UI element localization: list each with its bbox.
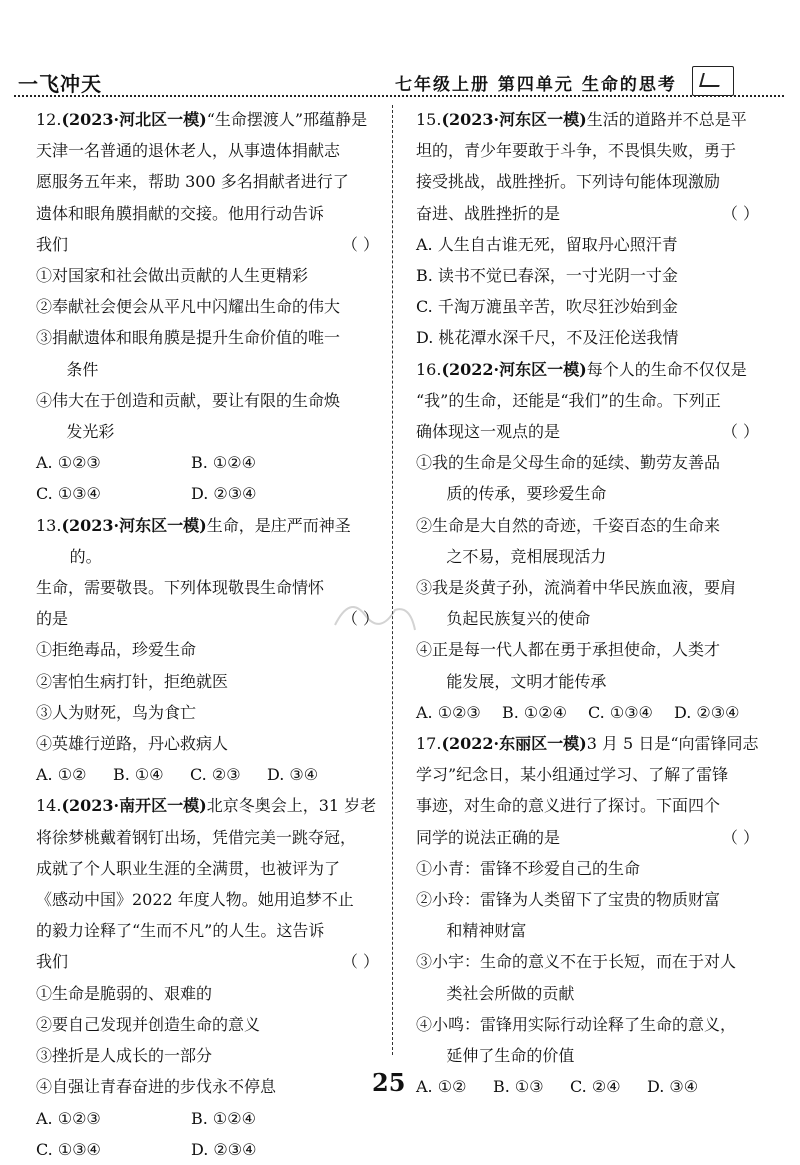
option-line: ④自强让青春奋进的步伐永不停息	[36, 1077, 277, 1097]
option-line: ③小宇：生命的意义不在于长短，而在于对人	[416, 952, 737, 972]
question-block	[36, 104, 381, 510]
answer-choice: D. ③④	[267, 765, 319, 785]
option-line: ②奉献社会便会从平凡中闪耀出生命的伟大	[36, 297, 341, 317]
question-stem-line: 将徐梦桃戴着钢钉出场，凭借完美一跳夺冠，	[36, 827, 357, 847]
answer-choice: C. ①③④	[36, 484, 101, 504]
option-line: 负起民族复兴的使命	[446, 609, 591, 629]
question-number: 14.	[36, 796, 62, 816]
option-line: ②小玲：雷锋为人类留下了宝贵的物质财富	[416, 890, 721, 910]
question-source: (2023·南开区一模)	[61, 796, 207, 816]
question-stem-line: “我”的生命，还能是“我们”的生命。下列正	[416, 390, 721, 410]
option-line: ③我是炎黄子孙，流淌着中华民族血液，要肩	[416, 578, 737, 598]
answer-choice: D. ②③④	[191, 484, 257, 504]
question-stem-line: 事迹，对生命的意义进行了探讨。下面四个	[416, 796, 721, 816]
question-stem-line: 12.(2023·河北区一模)“生命摆渡人”邢蕴静是	[36, 110, 368, 129]
question-stem-line: 生命，需要敬畏。下列体现敬畏生命情怀	[36, 578, 325, 598]
answer-choice: D. ②③④	[191, 1139, 257, 1159]
option-line: ②要自己发现并创造生命的意义	[36, 1014, 261, 1034]
answer-choice: B. ①②④	[191, 453, 256, 473]
option-line: ②生命是大自然的奇迹，千姿百态的生命来	[416, 515, 721, 535]
answer-choice: B. ①③	[493, 1077, 544, 1097]
answer-parenthesis: （ ）	[721, 422, 759, 442]
scribble-mark-icon	[330, 585, 420, 645]
question-stem-line: 我们 （ ）	[36, 229, 381, 260]
answer-choices-row	[36, 1134, 381, 1165]
header-divider	[14, 95, 784, 97]
option-line: A. 人生自古谁无死，留取丹心照汗青	[416, 234, 678, 254]
question-stem-line: 坦的，青少年要敢于斗争，不畏惧失败，勇于	[416, 141, 737, 161]
question-stem-line: 确体现这一观点的是 （ ）	[416, 416, 761, 447]
page-header-title: 七年级上册 第四单元 生命的思考	[395, 75, 677, 95]
answer-choice: D. ③④	[647, 1077, 699, 1097]
answer-choice: C. ①③④	[588, 702, 653, 722]
answer-choice: D. ②③④	[674, 702, 740, 722]
column-divider	[392, 105, 393, 1055]
answer-choices-row	[36, 478, 381, 509]
question-stem-line: 学习”纪念日，某小组通过学习、了解了雷锋	[416, 765, 729, 785]
question-block	[416, 354, 761, 728]
question-stem-line: 同学的说法正确的是 （ ）	[416, 822, 761, 853]
question-block	[36, 790, 381, 1164]
option-line: D. 桃花潭水深千尺，不及汪伦送我情	[416, 328, 679, 348]
option-line: ①我的生命是父母生命的延续、勤劳友善品	[416, 453, 721, 473]
answer-choice: C. ②③	[190, 765, 241, 785]
question-number: 12.	[36, 110, 62, 129]
right-column	[416, 104, 761, 1103]
question-stem-line: 天津一名普通的退休老人，从事遗体捐献志	[36, 141, 341, 161]
option-line: ①拒绝毒品，珍爱生命	[36, 640, 197, 660]
question-source: (2023·河东区一模)	[441, 110, 587, 129]
question-number: 17.	[416, 734, 442, 754]
answer-parenthesis: （ ）	[341, 234, 379, 254]
answer-choices-row	[36, 447, 381, 478]
option-line: ④英雄行逆路，丹心救病人	[36, 734, 229, 754]
answer-choice: C. ②④	[570, 1077, 621, 1097]
question-source: (2023·河东区一模)	[61, 515, 207, 535]
answer-choice: B. ①②④	[191, 1108, 256, 1128]
answer-parenthesis: （ ）	[341, 952, 379, 972]
answer-parenthesis: （ ）	[721, 203, 759, 223]
question-stem-line: 接受挑战，战胜挫折。下列诗句能体现激励	[416, 172, 721, 192]
option-line: ③捐献遗体和眼角膜是提升生命价值的唯一	[36, 328, 341, 348]
option-line: C. 千淘万漉虽辛苦，吹尽狂沙始到金	[416, 297, 678, 317]
answer-choices-row	[416, 697, 761, 728]
answer-choice: B. ①②④	[502, 702, 567, 722]
question-number: 16.	[416, 359, 442, 379]
question-stem-line: 愿服务五年来，帮助 300 多名捐献者进行了	[36, 172, 349, 192]
option-line: ④小鸣：雷锋用实际行动诠释了生命的意义，	[416, 1014, 737, 1034]
question-stem-line: 13.(2023·河东区一模)生命，是庄严而神圣的。	[36, 515, 351, 566]
question-block	[416, 728, 761, 1102]
answer-parenthesis: （ ）	[721, 827, 759, 847]
option-line: 发光彩	[66, 422, 115, 442]
answer-choice: A. ①②③	[416, 702, 481, 722]
question-block	[416, 104, 761, 354]
question-stem-line: 遗体和眼角膜捐献的交接。他用行动告诉	[36, 203, 325, 223]
answer-choice: A. ①②③	[36, 453, 101, 473]
question-stem-line: 《感动中国》2022 年度人物。她用追梦不止	[36, 890, 354, 910]
answer-choices-row	[416, 1071, 761, 1102]
option-line: 和精神财富	[446, 921, 527, 941]
answer-choice: C. ①③④	[36, 1139, 101, 1159]
question-block	[36, 510, 381, 791]
question-stem-line: 成就了个人职业生涯的全满贯，也被评为了	[36, 858, 341, 878]
option-line: ②害怕生病打针，拒绝就医	[36, 671, 229, 691]
question-number: 13.	[36, 515, 62, 535]
option-line: ③挫折是人成长的一部分	[36, 1046, 213, 1066]
answer-choices-row	[36, 759, 381, 790]
question-stem-line: 16.(2022·河东区一模)每个人的生命不仅仅是	[416, 359, 747, 379]
answer-choice: A. ①②	[36, 765, 87, 785]
question-number: 15.	[416, 110, 442, 129]
option-line: 延伸了生命的价值	[446, 1046, 575, 1066]
answer-choice: A. ①②	[416, 1077, 467, 1097]
corner-emblem-icon	[692, 66, 734, 96]
question-source: (2022·东丽区一模)	[441, 734, 587, 754]
question-source: (2022·河东区一模)	[441, 359, 587, 379]
option-line: B. 读书不觉已春深，一寸光阴一寸金	[416, 266, 678, 286]
question-stem-line: 我们 （ ）	[36, 946, 381, 977]
option-line: ①生命是脆弱的、艰难的	[36, 983, 213, 1003]
question-stem-line: 15.(2023·河东区一模)生活的道路并不总是平	[416, 110, 747, 129]
answer-choices-row	[36, 1103, 381, 1134]
question-stem-line: 的是 （ ）	[36, 603, 381, 634]
option-line: 能发展，文明才能传承	[446, 671, 607, 691]
option-line: ④正是每一代人都在勇于承担使命，人类才	[416, 640, 721, 660]
question-stem-line: 14.(2023·南开区一模)北京冬奥会上，31 岁老	[36, 796, 377, 816]
question-stem-line: 17.(2022·东丽区一模)3 月 5 日是“向雷锋同志	[416, 734, 759, 754]
option-line: ①对国家和社会做出贡献的人生更精彩	[36, 266, 309, 286]
question-source: (2023·河北区一模)	[61, 110, 207, 129]
page-number: 25	[372, 1068, 406, 1097]
question-stem-line: 的毅力诠释了“生而不凡”的人生。这告诉	[36, 921, 325, 941]
option-line: 类社会所做的贡献	[446, 983, 575, 1003]
option-line: 质的传承，要珍爱生命	[446, 484, 607, 504]
answer-parenthesis: （ ）	[341, 609, 379, 629]
option-line: ④伟大在于创造和贡献，要让有限的生命焕	[36, 390, 341, 410]
option-line: ③人为财死，鸟为食亡	[36, 702, 197, 722]
answer-choice: B. ①④	[113, 765, 164, 785]
option-line: ①小青：雷锋不珍爱自己的生命	[416, 858, 641, 878]
question-stem-line: 奋进、战胜挫折的是 （ ）	[416, 198, 761, 229]
option-line: 之不易，竞相展现活力	[446, 546, 607, 566]
option-line: 条件	[66, 359, 99, 379]
answer-choice: A. ①②③	[36, 1108, 101, 1128]
brand-logo: 一飞冲天	[18, 72, 102, 96]
